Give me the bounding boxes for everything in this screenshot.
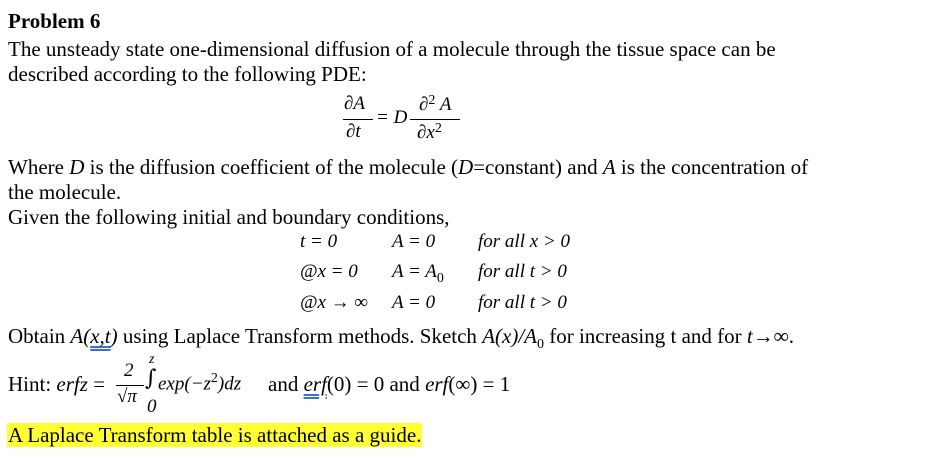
pde-equals-d: = D	[376, 107, 408, 128]
pde-rhs-num-exponent: 2	[428, 93, 436, 108]
integral-sign-icon: ∫	[145, 366, 157, 391]
hint-erfinf-value: (∞) = 1	[448, 372, 511, 396]
pde-rhs-numerator	[419, 93, 451, 116]
hint-erf-z: z	[79, 372, 88, 396]
hint-int-upper: z	[149, 352, 155, 367]
cond-3-col-3: for all t > 0	[478, 292, 567, 313]
cond-1-col-1: t = 0	[300, 231, 338, 252]
hint-label-line	[8, 372, 105, 396]
cond-2-subscript: 0	[436, 270, 444, 286]
cond-2-col-2	[392, 261, 444, 287]
obtain-t-infinity: t→∞	[746, 324, 789, 348]
obtain-text-3: for increasing t and for	[543, 324, 747, 348]
obtain-var-close: )	[110, 324, 118, 348]
cond-3-col-1: @x → ∞	[300, 292, 368, 313]
obtain-line	[8, 324, 794, 357]
problem-title: Problem 6	[8, 9, 101, 33]
hint-rest	[268, 372, 510, 396]
cond-2-eq: A = A	[392, 261, 437, 282]
pde-rhs-num-var: A	[439, 94, 452, 115]
hint-frac-num: 2	[124, 360, 134, 381]
obtain-var-a: A(	[70, 324, 91, 348]
intro-line-1: The unsteady state one-dimensional diffusion of a molecule through the tissue space can be	[8, 37, 776, 61]
where-line-2: the molecule.	[8, 180, 122, 204]
hint-label: Hint:	[8, 372, 57, 396]
given-line: Given the following initial and boundary conditions,	[8, 205, 450, 229]
hint-erf0: erf	[303, 372, 327, 396]
pde-rhs-partial: ∂	[419, 94, 429, 115]
obtain-period: .	[788, 324, 794, 348]
hint-erfinf: erf	[425, 372, 449, 396]
where-text-3: =constant) and	[473, 155, 603, 179]
laplace-table-note-text: A Laplace Transform table is attached as a guide.	[8, 423, 422, 447]
where-line-1	[8, 155, 808, 179]
hint-exp-power: 2	[210, 371, 218, 386]
hint-integrand	[158, 371, 241, 395]
var-d-2: D	[458, 155, 474, 179]
pde-lhs-denominator: ∂t	[346, 121, 361, 142]
hint-erf: erf	[56, 372, 80, 396]
hint-equals: =	[87, 372, 106, 396]
hint-exp: exp(−z	[158, 373, 211, 395]
intro-line-2: described according to the following PDE:	[8, 62, 367, 86]
obtain-var-xt: x,t	[90, 324, 111, 348]
where-text-2: is the diffusion coefficient of the molecule (	[84, 155, 459, 179]
pde-rhs-denominator	[417, 121, 442, 144]
obtain-ratio: A(x)/A	[482, 324, 537, 348]
hint-erf0-value: (0) = 0 and	[326, 372, 426, 396]
hint-dz: )dz	[217, 373, 242, 395]
where-text-1: Where	[8, 155, 70, 179]
cond-3-col-2: A = 0	[392, 292, 436, 313]
pde-rhs-den-exponent: 2	[434, 121, 442, 136]
pde-rhs-den-var: ∂x	[417, 122, 435, 143]
cond-1-col-2: A = 0	[392, 231, 436, 252]
pde-rhs-fraction-bar	[410, 119, 460, 120]
obtain-text-2: using Laplace Transform methods. Sketch	[117, 324, 483, 348]
cond-2-col-1: @x = 0	[300, 261, 358, 282]
obtain-ratio-subscript: 0	[536, 337, 544, 353]
cond-1-col-3: for all x > 0	[478, 231, 570, 252]
cond-2-col-3: for all t > 0	[478, 261, 567, 282]
hint-and: and	[268, 372, 304, 396]
pde-lhs-numerator: ∂A	[344, 93, 365, 114]
laplace-table-note	[7, 423, 422, 447]
hint-frac-den: √π	[117, 386, 137, 407]
var-a: A	[602, 155, 616, 179]
var-d: D	[69, 155, 85, 179]
pde-lhs-fraction-bar	[343, 119, 373, 120]
obtain-text-1: Obtain	[8, 324, 71, 348]
where-text-4: is the concentration of	[615, 155, 809, 179]
hint-int-lower: 0	[147, 396, 157, 417]
